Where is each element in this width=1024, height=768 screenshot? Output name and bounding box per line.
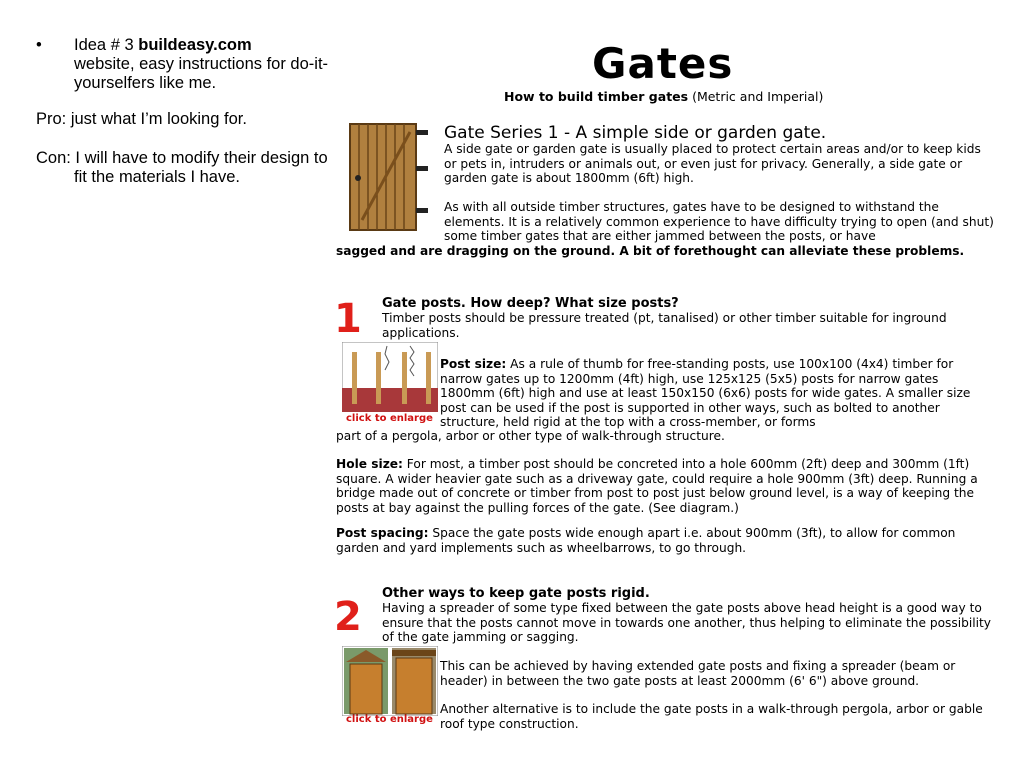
- step-2-number: 2: [334, 594, 362, 640]
- idea-text: [74, 36, 336, 93]
- series-heading: Gate Series 1 - A simple side or garden gate.: [444, 123, 827, 143]
- post-size-text: As a rule of thumb for free-standing posts, use 100x100 (4x4) timber for narrow gates up to 1200mm (4ft) high, use 125x125 (5x5) posts for narrow gates 1800mm (6ft) high and use at least 150x150 (6x6) posts for wide gates. A smaller size post can be used if the post is supported in other ways, such as bolted to another structure, held rigid at the top with a cross-member, or forms: [440, 357, 971, 429]
- idea-bullet: [36, 36, 336, 93]
- page-subtitle: [504, 89, 823, 104]
- slide-notes: [36, 36, 336, 187]
- series-paragraph-2: As with all outside timber structures, gates have to be designed to withstand the elements. It is a relatively common experience to have difficulty trying to open (and shut) some timber gates that are either jammed between the posts, or have: [444, 200, 994, 243]
- post-size-tail: part of a pergola, arbor or other type of walk-through structure.: [336, 429, 725, 443]
- series-paragraph-1: A side gate or garden gate is usually placed to protect certain areas and/or to keep kids or pets in, intruders or animals out, or even just for privacy. Generally, a side gate or garden gate is about 1800mm (6ft) high.: [444, 142, 981, 185]
- step-2-paragraph-2: Another alternative is to include the gate posts in a walk-through pergola, arbor or gable roof type construction.: [440, 702, 983, 731]
- website-capture: [334, 34, 998, 764]
- pergola-gate-image[interactable]: [342, 646, 438, 716]
- series-paragraph-2-tail: sagged and are dragging on the ground. A bit of forethought can alleviate these problems.: [336, 244, 965, 258]
- step-1-number: 1: [334, 296, 362, 342]
- step-1-heading: Gate posts. How deep? What size posts?: [382, 296, 679, 311]
- post-spacing-paragraph: [336, 526, 992, 555]
- step-2-intro: Having a spreader of some type fixed between the gate posts above head height is a good way to ensure that the posts cannot move in towards one another, thus helping to eliminate the possibility of the gate jamming or sagging.: [382, 601, 992, 644]
- enlarge-link-2[interactable]: click to enlarge: [346, 714, 433, 725]
- post-size-paragraph: [440, 357, 990, 430]
- con-text: Con: I will have to modify their design to fit the materials I have.: [36, 149, 328, 186]
- step-2-paragraph-1: This can be achieved by having extended gate posts and fixing a spreader (beam or header) in between the two gate posts at least 2000mm (6' 6") above ground.: [440, 659, 956, 688]
- post-spacing-text: Space the gate posts wide enough apart i.e. about 900mm (3ft), to allow for common garden and yard implements such as wheelbarrows, to go through.: [336, 526, 956, 555]
- idea-prefix: Idea # 3: [74, 36, 139, 54]
- hole-size-label: Hole size:: [336, 457, 403, 471]
- post-spacing-label: Post spacing:: [336, 526, 429, 540]
- subtitle-normal: (Metric and Imperial): [688, 89, 824, 104]
- wooden-gate-image[interactable]: [342, 122, 438, 234]
- idea-description: website, easy instructions for do-it-yourselfers like me.: [74, 55, 329, 92]
- hole-size-text: For most, a timber post should be concreted into a hole 600mm (2ft) deep and 300mm (1ft) square. A wider heavier gate such as a driveway gate, could require a hole 900mm (3ft) deep. Running a bridge made out of concrete or timber from post to post just below ground level, is a way of keeping the posts at bay against the pulling forces of the gate. (See diagram.): [336, 457, 978, 515]
- step-1-intro: Timber posts should be pressure treated (pt, tanalised) or other timber suitable for inground applications.: [382, 311, 947, 340]
- post-diagram-image[interactable]: [342, 342, 438, 412]
- post-size-label: Post size:: [440, 357, 507, 371]
- step-2-heading: Other ways to keep gate posts rigid.: [382, 586, 650, 601]
- page-title: Gates: [592, 39, 734, 88]
- subtitle-bold: How to build timber gates: [504, 89, 689, 104]
- idea-site-name: buildeasy.com: [138, 36, 252, 54]
- bullet-icon: •: [36, 36, 42, 54]
- hole-size-paragraph: [336, 457, 992, 515]
- enlarge-link-1[interactable]: click to enlarge: [346, 413, 433, 424]
- pro-text: Pro: just what I’m looking for.: [36, 110, 247, 128]
